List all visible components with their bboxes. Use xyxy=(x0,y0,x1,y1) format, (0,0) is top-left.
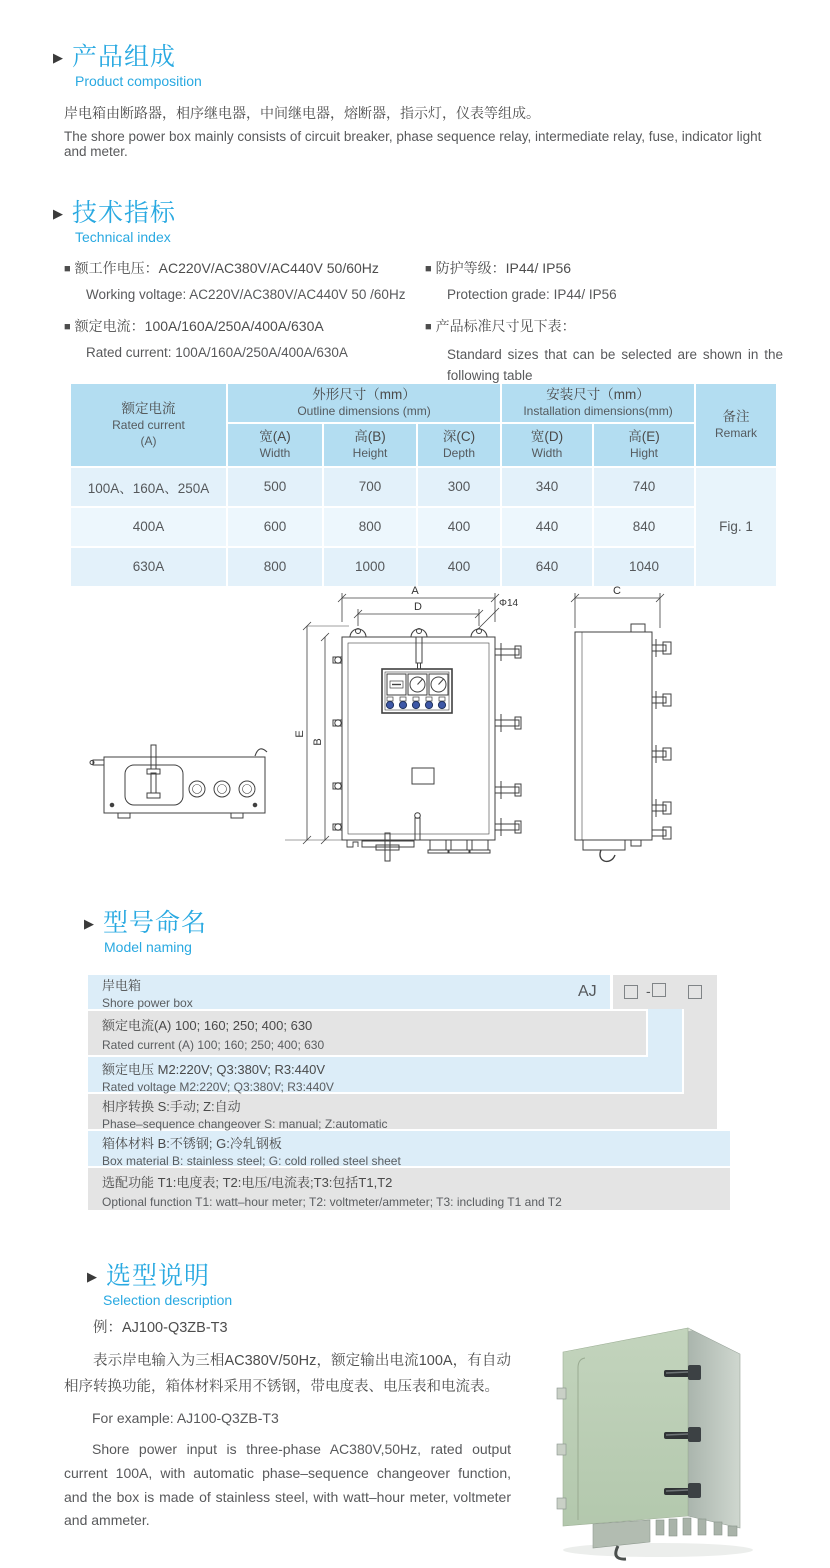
hinges xyxy=(333,657,342,830)
latches xyxy=(495,643,521,836)
spec-item xyxy=(425,258,785,302)
model-code-box-2: - xyxy=(646,983,666,1001)
product-photo xyxy=(538,1296,810,1562)
model-row-shore-power-box: 岸电箱 Shore power box xyxy=(102,978,193,1010)
cell-depth-c: 400 xyxy=(418,548,500,586)
triangle-bullet-icon: ▶ xyxy=(87,1268,97,1284)
section-model-naming-header xyxy=(84,910,207,955)
square-bullet-icon: ■ xyxy=(64,321,71,333)
section-selection-header xyxy=(87,1263,232,1308)
dim-label-b: B xyxy=(312,738,324,746)
spec-en: Standard sizes that can be selected are shown in the following table xyxy=(447,347,783,383)
triangle-bullet-icon: ▶ xyxy=(53,49,63,65)
bottom-view xyxy=(90,745,267,818)
selection-example-cn: 例：AJ100-Q3ZB-T3 xyxy=(93,1320,228,1336)
side-latches xyxy=(652,639,671,839)
selection-body-cn: 表示岸电输入为三相AC380V/50Hz，额定输出电流100A，有自动相序转换功能，箱体材料采用不锈钢，带电度表、电压表和电流表。 xyxy=(64,1353,511,1396)
spec-cn: 额工作电压：AC220V/AC380V/AC440V 50/60Hz xyxy=(74,260,379,276)
spec-en: Working voltage: AC220V/AC380V/AC440V 50 /60Hz xyxy=(86,287,406,302)
model-row-optional-function: 选配功能 T1:电度表; T2:电压/电流表;T3:包括T1,T2 Optional function T1: watt–hour meter; T2: voltmeter/ammeter; T3: including T1 and T2 xyxy=(102,1175,562,1209)
cell-width-a: 500 xyxy=(228,468,322,506)
selection-body-en: Shore power input is three-phase AC380V,50Hz, rated output current 100A, with automatic phase–sequence changeover function, and the box is made of stainless steel, with watt–hour meter, voltmeter and ammeter. xyxy=(64,1441,511,1529)
cell-height-b: 1000 xyxy=(324,548,416,586)
section-title-en: Technical index xyxy=(75,229,171,246)
side-view xyxy=(571,593,671,861)
section-title-en: Product composition xyxy=(75,73,202,90)
cell-rated-current: 100A、160A、250A xyxy=(71,468,226,506)
col-header-remark: 备注 Remark xyxy=(696,384,776,466)
square-bullet-icon: ■ xyxy=(425,263,432,275)
model-row-rated-current: 额定电流(A) 100; 160; 250; 400; 630 Rated current (A) 100; 160; 250; 400; 630 xyxy=(102,1018,325,1052)
triangle-bullet-icon: ▶ xyxy=(53,205,63,221)
section-title-cn: 产品组成 xyxy=(72,43,177,71)
section-title-cn: 型号命名 xyxy=(103,909,208,937)
cell-width-d: 340 xyxy=(502,468,592,506)
dim-label-e: E xyxy=(294,730,306,738)
section-title-en: Selection description xyxy=(103,1292,233,1309)
cell-height-b: 800 xyxy=(324,508,416,546)
model-row-rated-voltage: 额定电压 M2:220V; Q3:380V; R3:440V Rated voltage M2:220V; Q3:380V; R3:440V xyxy=(102,1062,334,1094)
model-code-box-1 xyxy=(624,985,638,999)
spec-column-left xyxy=(64,258,424,374)
spec-cn: 产品标准尺寸见下表： xyxy=(435,318,576,334)
spec-en: Protection grade: IP44/ IP56 xyxy=(447,287,617,302)
col-header-depth-c: 深(C) Depth xyxy=(418,424,500,466)
triangle-bullet-icon: ▶ xyxy=(84,915,94,931)
code-strip xyxy=(684,1009,717,1094)
spec-cn: 防护等级：IP44/ IP56 xyxy=(435,260,572,276)
cell-height-e: 840 xyxy=(594,508,694,546)
section-title-en: Model naming xyxy=(104,939,192,956)
size-table xyxy=(69,382,778,588)
col-header-rated-current: 额定电流 Rated current (A) xyxy=(71,384,226,466)
shadow xyxy=(563,1543,753,1557)
cell-width-a: 600 xyxy=(228,508,322,546)
cell-remark: Fig. 1 xyxy=(696,468,776,586)
spec-item xyxy=(64,316,424,360)
col-group-outline: 外形尺寸（mm） Outline dimensions (mm) xyxy=(228,384,500,422)
code-strip xyxy=(648,1009,682,1057)
meter-panel xyxy=(382,669,452,713)
dia-leader-line xyxy=(477,608,499,630)
dim-label-d: D xyxy=(414,601,422,613)
section-composition-header xyxy=(53,44,202,89)
selection-text xyxy=(64,1315,511,1540)
selection-example-en: For example: AJ100-Q3ZB-T3 xyxy=(92,1410,279,1427)
spec-item xyxy=(425,316,785,387)
cell-width-d: 440 xyxy=(502,508,592,546)
dimension-c xyxy=(571,593,664,628)
section-technical-header xyxy=(53,200,176,245)
model-naming-diagram xyxy=(88,975,742,1215)
technical-drawing xyxy=(85,582,765,892)
col-header-width-d: 宽(D) Width xyxy=(502,424,592,466)
box-front-face xyxy=(563,1328,688,1526)
cell-rated-current: 400A xyxy=(71,508,226,546)
square-bullet-icon: ■ xyxy=(64,263,71,275)
spec-column-right xyxy=(425,258,785,401)
dia-label: Φ14 xyxy=(499,598,519,609)
cell-rated-current: 630A xyxy=(71,548,226,586)
cell-height-b: 700 xyxy=(324,468,416,506)
col-header-height-e: 高(E) Hight xyxy=(594,424,694,466)
square-bullet-icon: ■ xyxy=(425,321,432,333)
table-row xyxy=(71,468,776,506)
cell-height-e: 740 xyxy=(594,468,694,506)
table-row xyxy=(71,548,776,586)
cell-depth-c: 300 xyxy=(418,468,500,506)
composition-body-cn: 岸电箱由断路器，相序继电器，中间继电器，熔断器，指示灯，仪表等组成。 xyxy=(64,105,540,121)
dim-label-c: C xyxy=(613,585,621,597)
spec-item xyxy=(64,258,424,302)
col-header-height-b: 高(B) Height xyxy=(324,424,416,466)
table-row xyxy=(71,508,776,546)
col-group-installation: 安装尺寸（mm） Installation dimensions(mm) xyxy=(502,384,694,422)
cell-depth-c: 400 xyxy=(418,508,500,546)
dim-label-a: A xyxy=(411,585,419,597)
model-row-phase-sequence: 相序转换 S:手动; Z:自动 Phase–sequence changeover S: manual; Z:automatic xyxy=(102,1099,388,1131)
section-title-cn: 技术指标 xyxy=(72,199,177,227)
cell-width-d: 640 xyxy=(502,548,592,586)
cell-width-a: 800 xyxy=(228,548,322,586)
model-code-box-3 xyxy=(688,985,702,999)
spec-cn: 额定电流：100A/160A/250A/400A/630A xyxy=(74,318,324,334)
spec-en: Rated current: 100A/160A/250A/400A/630A xyxy=(86,345,348,360)
col-header-width-a: 宽(A) Width xyxy=(228,424,322,466)
section-title-cn: 选型说明 xyxy=(106,1262,211,1290)
composition-body-en: The shore power box mainly consists of circuit breaker, phase sequence relay, intermediate relay, fuse, indicator light and meter. xyxy=(64,129,762,159)
cell-height-e: 1040 xyxy=(594,548,694,586)
model-row-box-material: 箱体材料 B:不锈钢; G:冷轧钢板 Box material B: stainless steel; G: cold rolled steel sheet xyxy=(102,1136,401,1168)
model-code-prefix: AJ xyxy=(578,983,597,1000)
